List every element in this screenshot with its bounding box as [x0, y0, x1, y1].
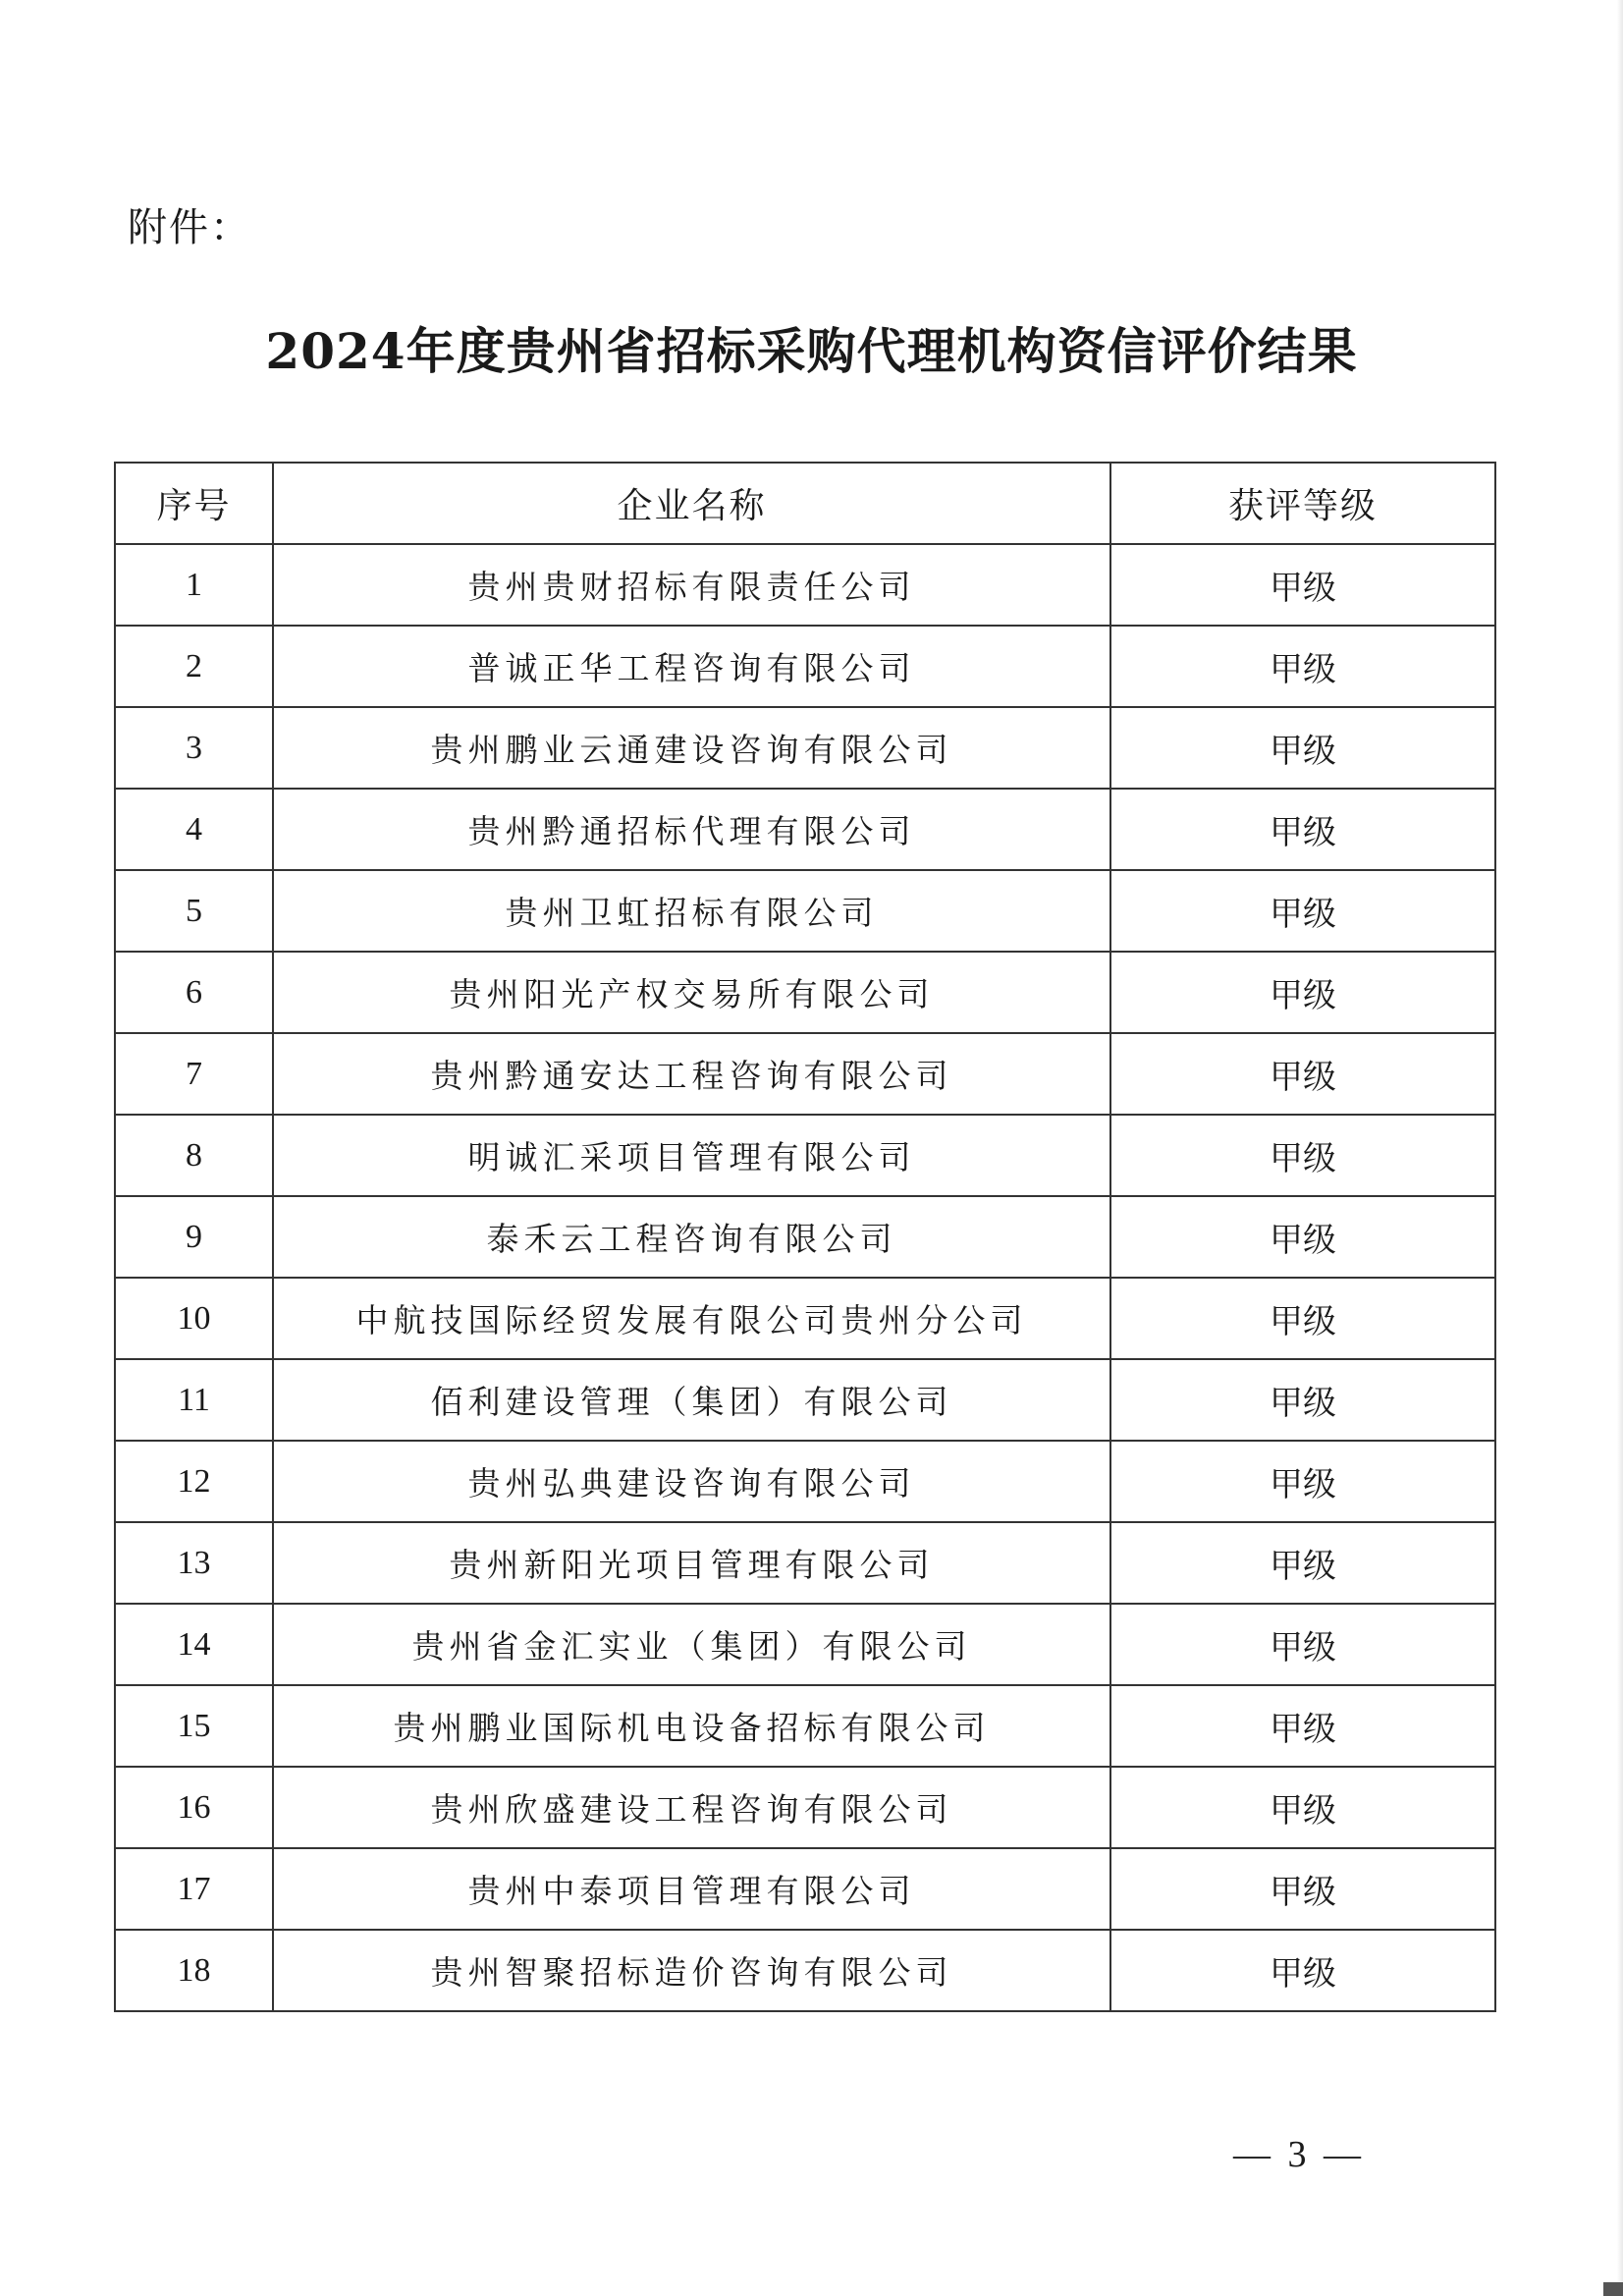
table-row — [115, 544, 1495, 626]
row-number-cell: 15 — [115, 1685, 273, 1767]
table-header-row — [115, 463, 1495, 544]
document-title: 2024年度贵州省招标采购代理机构资信评价结果 — [265, 322, 1358, 380]
grade-cell: 甲级 — [1110, 1441, 1495, 1522]
attachment-label: 附件： — [128, 205, 251, 250]
table-row — [115, 1522, 1495, 1604]
row-number-cell: 10 — [115, 1278, 273, 1359]
table-row — [115, 1278, 1495, 1359]
row-number-cell: 4 — [115, 789, 273, 870]
company-name-cell: 贵州鹏业国际机电设备招标有限公司 — [273, 1685, 1110, 1767]
row-number-cell: 1 — [115, 544, 273, 626]
company-name-cell: 贵州中泰项目管理有限公司 — [273, 1848, 1110, 1930]
table-row — [115, 1930, 1495, 2011]
grade-cell: 甲级 — [1110, 870, 1495, 952]
table-row — [115, 1604, 1495, 1685]
table-row — [115, 1441, 1495, 1522]
table-row — [115, 707, 1495, 789]
company-name-cell: 佰利建设管理（集团）有限公司 — [273, 1359, 1110, 1441]
company-name-cell: 中航技国际经贸发展有限公司贵州分公司 — [273, 1278, 1110, 1359]
row-number-cell: 16 — [115, 1767, 273, 1848]
row-number-cell: 2 — [115, 626, 273, 707]
grade-cell: 甲级 — [1110, 1278, 1495, 1359]
row-number-cell: 13 — [115, 1522, 273, 1604]
company-name-cell: 泰禾云工程咨询有限公司 — [273, 1196, 1110, 1278]
grade-cell: 甲级 — [1110, 1930, 1495, 2011]
row-number-cell: 8 — [115, 1115, 273, 1196]
grade-cell: 甲级 — [1110, 1359, 1495, 1441]
company-name-cell: 贵州鹏业云通建设咨询有限公司 — [273, 707, 1110, 789]
grade-cell: 甲级 — [1110, 1115, 1495, 1196]
table-row — [115, 1685, 1495, 1767]
row-number-cell: 18 — [115, 1930, 273, 2011]
grade-cell: 甲级 — [1110, 789, 1495, 870]
table-row — [115, 1196, 1495, 1278]
company-name-cell: 明诚汇采项目管理有限公司 — [273, 1115, 1110, 1196]
grade-cell: 甲级 — [1110, 626, 1495, 707]
row-number-cell: 11 — [115, 1359, 273, 1441]
result-table — [114, 462, 1496, 2012]
row-number-cell: 5 — [115, 870, 273, 952]
table-row — [115, 952, 1495, 1033]
company-name-cell: 贵州省金汇实业（集团）有限公司 — [273, 1604, 1110, 1685]
table-row — [115, 1115, 1495, 1196]
table-row — [115, 1848, 1495, 1930]
header-grade: 获评等级 — [1110, 463, 1495, 544]
table-row — [115, 1359, 1495, 1441]
grade-cell: 甲级 — [1110, 1604, 1495, 1685]
row-number-cell: 12 — [115, 1441, 273, 1522]
grade-cell: 甲级 — [1110, 1522, 1495, 1604]
grade-cell: 甲级 — [1110, 1685, 1495, 1767]
company-name-cell: 贵州卫虹招标有限公司 — [273, 870, 1110, 952]
table-row — [115, 870, 1495, 952]
row-number-cell: 9 — [115, 1196, 273, 1278]
company-name-cell: 贵州阳光产权交易所有限公司 — [273, 952, 1110, 1033]
company-name-cell: 贵州智聚招标造价咨询有限公司 — [273, 1930, 1110, 2011]
company-name-cell: 贵州黔通安达工程咨询有限公司 — [273, 1033, 1110, 1115]
header-company-name: 企业名称 — [273, 463, 1110, 544]
grade-cell: 甲级 — [1110, 952, 1495, 1033]
table-row — [115, 789, 1495, 870]
grade-cell: 甲级 — [1110, 1033, 1495, 1115]
scan-corner-mark — [1603, 2282, 1623, 2296]
grade-cell: 甲级 — [1110, 707, 1495, 789]
company-name-cell: 贵州欣盛建设工程咨询有限公司 — [273, 1767, 1110, 1848]
table-row — [115, 1033, 1495, 1115]
company-name-cell: 贵州黔通招标代理有限公司 — [273, 789, 1110, 870]
grade-cell: 甲级 — [1110, 1848, 1495, 1930]
company-name-cell: 贵州贵财招标有限责任公司 — [273, 544, 1110, 626]
row-number-cell: 6 — [115, 952, 273, 1033]
table-row — [115, 626, 1495, 707]
table-body — [115, 544, 1495, 2011]
company-name-cell: 普诚正华工程咨询有限公司 — [273, 626, 1110, 707]
table-row — [115, 1767, 1495, 1848]
company-name-cell: 贵州弘典建设咨询有限公司 — [273, 1441, 1110, 1522]
grade-cell: 甲级 — [1110, 1767, 1495, 1848]
row-number-cell: 14 — [115, 1604, 273, 1685]
company-name-cell: 贵州新阳光项目管理有限公司 — [273, 1522, 1110, 1604]
page-number: — 3 — — [1233, 2134, 1365, 2175]
row-number-cell: 3 — [115, 707, 273, 789]
grade-cell: 甲级 — [1110, 544, 1495, 626]
row-number-cell: 7 — [115, 1033, 273, 1115]
row-number-cell: 17 — [115, 1848, 273, 1930]
grade-cell: 甲级 — [1110, 1196, 1495, 1278]
header-no: 序号 — [115, 463, 273, 544]
